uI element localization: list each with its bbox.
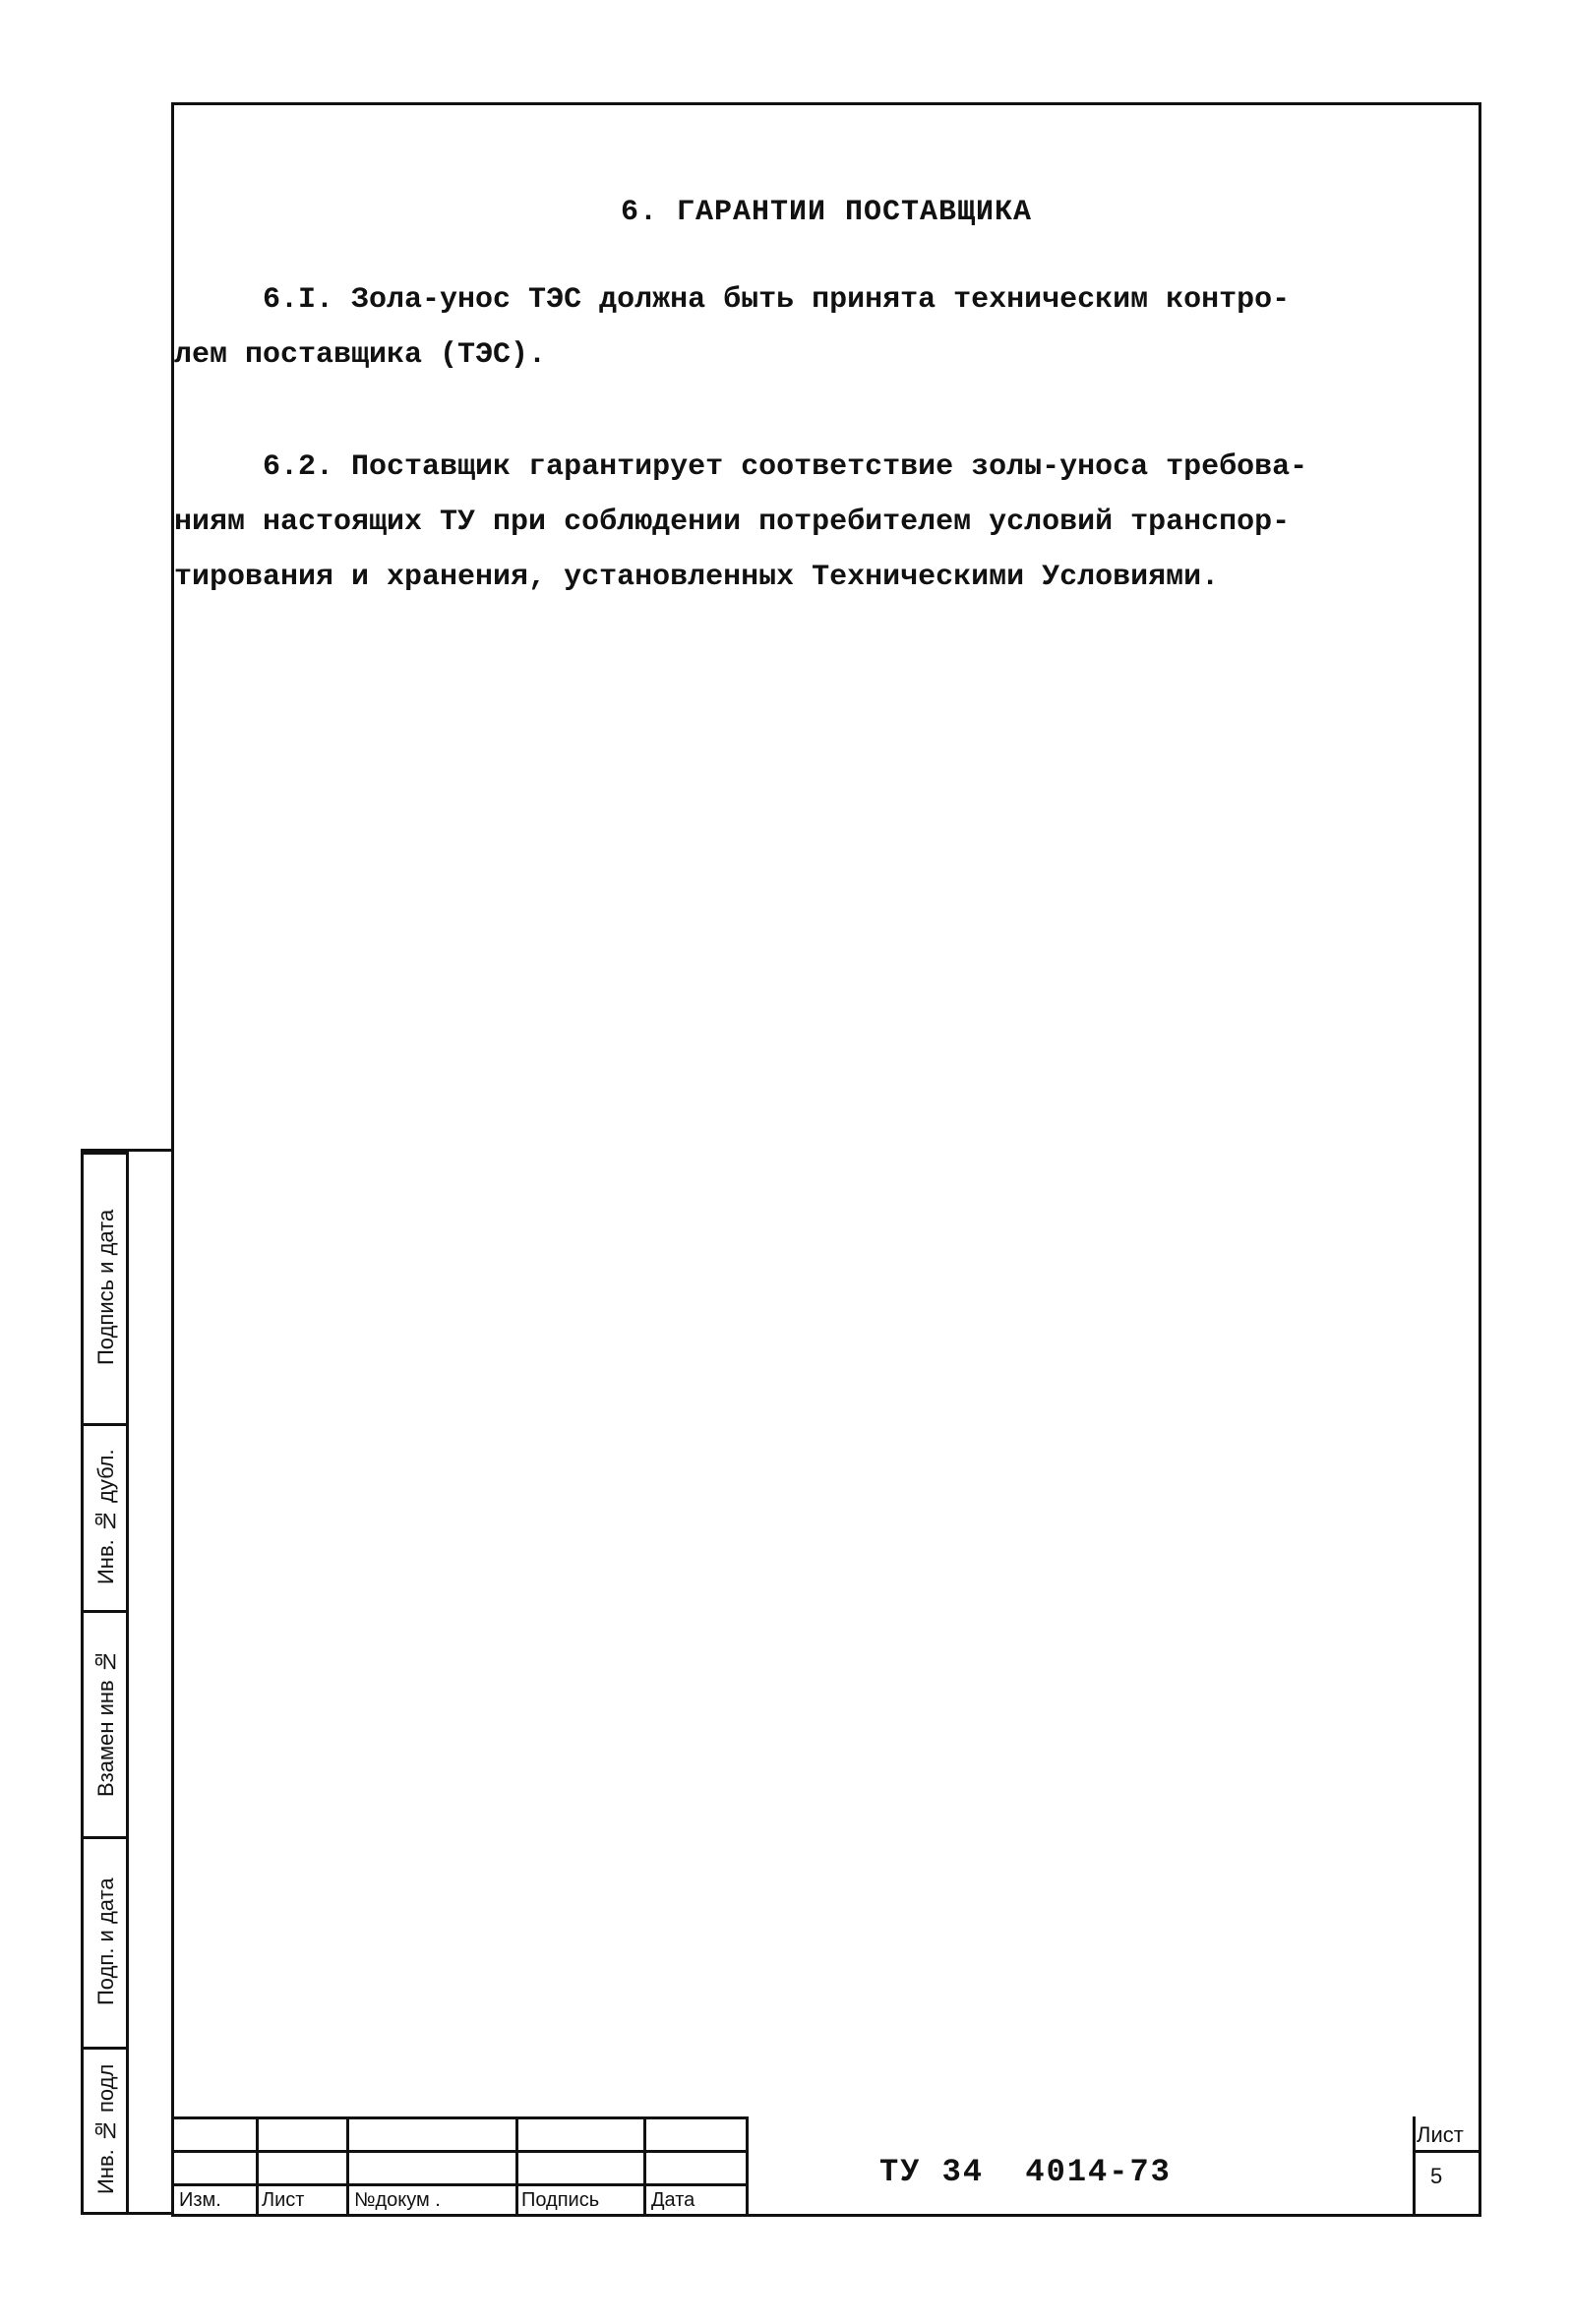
paragraph-line: ниям настоящих ТУ при соблюдении потребителем условий транспор- bbox=[174, 506, 1291, 539]
grid-line bbox=[256, 2116, 259, 2217]
title-block bbox=[171, 2116, 1481, 2217]
side-cell-original-inv bbox=[84, 2047, 129, 2212]
side-stamp bbox=[81, 1149, 171, 2215]
paragraph-line: тирования и хранения, установленных Техническими Условиями. bbox=[174, 561, 1220, 594]
grid-line bbox=[746, 2116, 749, 2217]
sheet-label: Лист bbox=[1417, 2122, 1464, 2147]
grid-line bbox=[346, 2116, 349, 2217]
side-label: Подп. и дата bbox=[93, 1877, 118, 2005]
column-label: Изм. bbox=[179, 2189, 221, 2211]
paragraph-line: 6.2. Поставщик гарантирует соответствие золы-уноса требова- bbox=[174, 450, 1308, 484]
column-label: Подпись bbox=[521, 2189, 600, 2211]
paragraph-6-2 bbox=[174, 440, 1423, 605]
column-label: №докум . bbox=[354, 2189, 441, 2211]
paragraph-6-1 bbox=[174, 272, 1423, 383]
grid-line bbox=[1413, 2150, 1481, 2153]
grid-line bbox=[515, 2116, 518, 2217]
side-cell-dup-inv bbox=[84, 1423, 129, 1610]
document-code: ТУ 34 4014-73 bbox=[879, 2154, 1172, 2190]
side-label: Взамен инв № bbox=[93, 1649, 118, 1797]
side-cell-signature-date bbox=[84, 1152, 129, 1423]
grid-line bbox=[643, 2116, 646, 2217]
column-label: Лист bbox=[262, 2189, 305, 2211]
side-label: Инв. № подл bbox=[93, 2063, 118, 2195]
sheet-number: 5 bbox=[1430, 2164, 1443, 2188]
section-heading: 6. ГАРАНТИИ ПОСТАВЩИКА bbox=[620, 196, 1033, 229]
paragraph-line: лем поставщика (ТЭС). bbox=[174, 338, 547, 372]
grid-line bbox=[1413, 2116, 1416, 2217]
page-frame bbox=[171, 102, 1481, 2217]
column-label: Дата bbox=[651, 2189, 695, 2211]
side-label: Инв. № дубл. bbox=[93, 1449, 118, 1584]
side-cell-sign-date bbox=[84, 1836, 129, 2047]
side-label: Подпись и дата bbox=[93, 1209, 118, 1366]
paragraph-line: 6.I. Зола-унос ТЭС должна быть принята техническим контро- bbox=[174, 283, 1291, 317]
side-cell-replaced-inv bbox=[84, 1610, 129, 1836]
